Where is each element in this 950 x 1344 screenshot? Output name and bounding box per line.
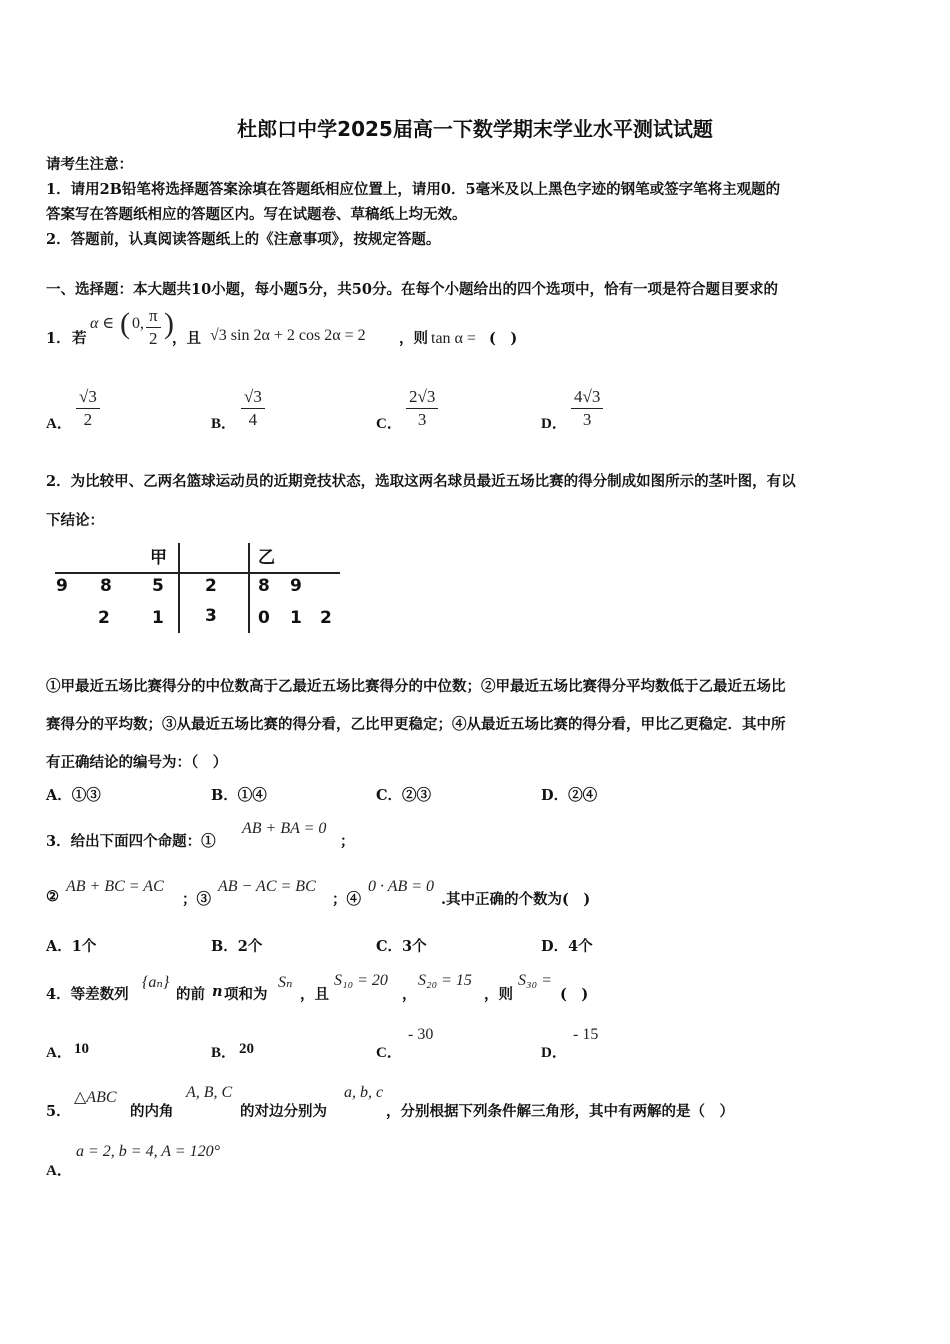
plot-leaf: 2 [320, 608, 332, 628]
question-5-text-3: ，分别根据下列条件解三角形，其中有两解的是（ ） [386, 1103, 734, 1120]
notice-line-1a: 1．请用2B铅笔将选择题答案涂填在答题纸相应位置上，请用0．5毫米及以上黑色字迹的钢笔或签字笔将主观题的 [46, 181, 781, 198]
q3-option-b: B．2个 [211, 938, 263, 955]
page-title: 杜郎口中学2025届高一下数学期末学业水平测试试题 [237, 117, 713, 141]
plot-leaf: 2 [98, 608, 110, 628]
q2-option-d: D．②④ [541, 787, 598, 804]
question-4-text-3: 项和为 [224, 986, 268, 1003]
question-1-text-and: ，且 [172, 330, 201, 347]
question-4-paren: ( ) [560, 986, 589, 1003]
interval-open: 0, [132, 315, 144, 332]
question-1-number: 1． [46, 330, 71, 347]
question-4-s30: S₃₀ = [518, 972, 552, 989]
q4-option-c-label: C． [376, 1045, 402, 1061]
plot-horizontal-rule [55, 572, 340, 574]
q4-option-b-label: B． [211, 1045, 237, 1061]
pi-over-2-num: π [146, 305, 161, 328]
question-4-text-2: 的前 [176, 986, 205, 1003]
q1-option-a-label: A． [46, 416, 72, 432]
q4-option-b-value: 20 [239, 1041, 254, 1057]
question-2-conclusion-2: 赛得分的平均数；③从最近五场比赛的得分看，乙比甲更稳定；④从最近五场比赛的得分看，甲比乙更稳定．其中所 [46, 716, 786, 733]
question-4-text-5: ，则 [484, 986, 513, 1003]
question-2-line-1: 2．为比较甲、乙两名篮球运动员的近期竞技状态，选取这两名球员最近五场比赛的得分制成如图所示的茎叶图，有以 [46, 473, 796, 490]
question-3-prop-1: AB + BA = 0 [242, 820, 327, 837]
question-4-text-1: 4．等差数列 [46, 986, 129, 1003]
question-1-paren: ( ) [489, 330, 518, 347]
q3-option-a: A．1个 [46, 938, 97, 955]
question-2-conclusion-3: 有正确结论的编号为：（ ） [46, 754, 228, 771]
question-3-prop-2: AB + BC = AC [66, 878, 164, 895]
question-1-text-if: 若 [72, 330, 87, 347]
q1-a-num: √3 [76, 386, 100, 409]
plot-leaf: 8 [100, 576, 112, 596]
q2-option-c: C．②③ [376, 787, 432, 804]
q3-option-d: D．4个 [541, 938, 593, 955]
q1-a-den: 2 [83, 410, 93, 429]
question-4-comma: ， [402, 986, 417, 1003]
pi-over-2 [146, 305, 161, 350]
plot-header-yi: 乙 [258, 548, 275, 568]
question-4-s10: S₁₀ = 20 [334, 972, 388, 989]
question-3-prop-4: 0 · AB = 0 [368, 878, 435, 895]
question-1-equation: √3 sin 2α + 2 cos 2α = 2 [210, 327, 366, 344]
question-5-number: 5． [46, 1103, 71, 1120]
question-5-angles: A, B, C [186, 1084, 233, 1101]
plot-leaf: 0 [258, 608, 270, 628]
q3-option-c: C．3个 [376, 938, 427, 955]
q2-option-b: B．①④ [211, 787, 267, 804]
plot-right-divider [248, 543, 250, 633]
plot-leaf: 9 [290, 576, 302, 596]
q4-option-c-value: - 30 [408, 1026, 434, 1043]
q4-option-a-label: A． [46, 1045, 72, 1061]
q1-b-den: 4 [248, 410, 258, 429]
stem-leaf-plot [50, 538, 350, 638]
q5-option-a-label: A． [46, 1163, 72, 1179]
question-5-text-1: 的内角 [130, 1103, 174, 1120]
question-1-target: tan α = [431, 330, 476, 347]
question-4-s20: S₂₀ = 15 [418, 972, 472, 989]
question-3-semicolon: ； [340, 833, 355, 850]
q1-c-num: 2√3 [406, 386, 438, 409]
question-3-circle-3: ；③ [182, 891, 211, 908]
question-3-tail: .其中正确的个数为( ) [441, 891, 591, 908]
question-5-sides: a, b, c [344, 1084, 384, 1101]
question-5-text-2: 的对边分别为 [240, 1103, 327, 1120]
plot-leaf: 1 [290, 608, 302, 628]
question-5-triangle: △ABC [74, 1089, 117, 1106]
question-1-alpha-in: α ∈ [90, 315, 115, 332]
question-4-text-4: ，且 [300, 986, 329, 1003]
q1-b-num: √3 [241, 386, 265, 409]
question-4-n: n [212, 983, 223, 1000]
question-1-text-then: ，则 [399, 330, 428, 347]
right-paren: ) [164, 307, 174, 340]
q5-option-a-value: a = 2, b = 4, A = 120° [76, 1143, 220, 1160]
q1-option-c-label: C． [376, 416, 402, 432]
question-2-line-2: 下结论： [46, 512, 104, 529]
question-4-sequence: {aₙ} [142, 974, 170, 991]
notice-line-1b: 答案写在答题纸相应的答题区内。写在试题卷、草稿纸上均无效。 [46, 206, 467, 223]
question-3-circle-4: ；④ [332, 891, 361, 908]
left-paren: ( [120, 307, 130, 340]
question-3-prop-3: AB − AC = BC [218, 878, 316, 895]
q1-d-num: 4√3 [571, 386, 603, 409]
q4-option-d-value: - 15 [573, 1026, 599, 1043]
plot-leaf: 9 [56, 576, 68, 596]
section-heading: 一、选择题：本大题共10小题，每小题5分，共50分。在每个小题给出的四个选项中，恰有一项是符合题目要求的 [46, 281, 778, 298]
q1-option-b-value [241, 386, 265, 431]
q1-option-d-value [571, 386, 603, 431]
q1-d-den: 3 [582, 410, 592, 429]
plot-leaf: 1 [152, 608, 164, 628]
q1-option-a-value [76, 386, 100, 431]
q2-option-a: A．①③ [46, 787, 101, 804]
q4-option-a-value: 10 [74, 1041, 89, 1057]
q1-option-d-label: D． [541, 416, 567, 432]
q4-option-d-label: D． [541, 1045, 567, 1061]
question-2-conclusion-1: ①甲最近五场比赛得分的中位数高于乙最近五场比赛得分的中位数；②甲最近五场比赛得分平均数低于乙最近五场比 [46, 678, 786, 695]
question-3-circle-2: ② [46, 888, 59, 905]
notice-heading: 请考生注意： [46, 156, 133, 173]
plot-left-divider [178, 543, 180, 633]
q1-c-den: 3 [417, 410, 427, 429]
pi-over-2-den: 2 [149, 329, 158, 348]
question-4-sn: Sₙ [278, 974, 293, 991]
q1-option-c-value [406, 386, 438, 431]
plot-stem: 2 [205, 576, 217, 596]
question-3-line-1: 3．给出下面四个命题：① [46, 833, 216, 850]
notice-line-2: 2．答题前，认真阅读答题纸上的《注意事项》，按规定答题。 [46, 231, 441, 248]
plot-header-jia: 甲 [150, 548, 167, 568]
plot-leaf: 5 [152, 576, 164, 596]
plot-leaf: 8 [258, 576, 270, 596]
q1-option-b-label: B． [211, 416, 237, 432]
plot-stem: 3 [205, 606, 217, 626]
